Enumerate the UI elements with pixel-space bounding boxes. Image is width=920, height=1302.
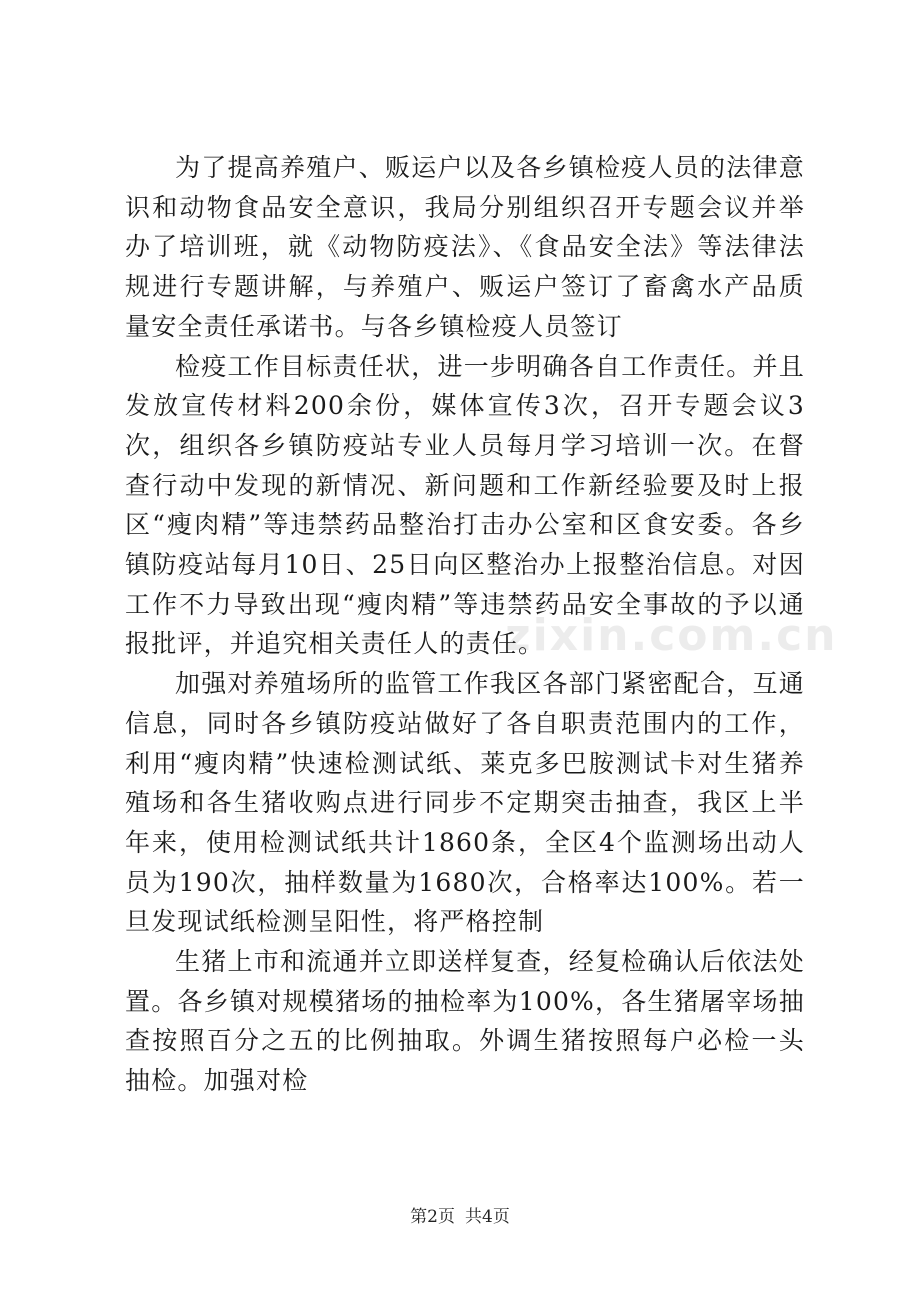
paragraph-1: 为了提高养殖户、贩运户以及各乡镇检疫人员的法律意识和动物食品安全意识，我局分别组织召开专题会议并举办了培训班，就《动物防疫法》、《食品安全法》等法律法规进行专题讲解，与养殖户、贩运户签订了畜禽水产品质量安全责任承诺书。与各乡镇检疫人员签订 [125, 153, 805, 341]
page-total: 共4页 [465, 1207, 510, 1227]
paragraph-3: 加强对养殖场所的监管工作我区各部门紧密配合，互通信息，同时各乡镇防疫站做好了各自职责范围内的工作，利用“瘦肉精”快速检测试纸、莱克多巴胺测试卡对生猪养殖场和各生猪收购点进行同步不定期突击抽查，我区上半年来，使用检测试纸共计1860条，全区4个监测场出动人员为190次，抽样数量为1680次，合格率达100%。若一旦发现试纸检测呈阳性，将严格控制 [125, 669, 805, 937]
page-number: 第2页 [410, 1207, 455, 1227]
page-footer [0, 1202, 920, 1227]
paragraph-4: 生猪上市和流通并立即送样复查，经复检确认后依法处置。各乡镇对规模猪场的抽检率为100%，各生猪屠宰场抽查按照百分之五的比例抽取。外调生猪按照每户必检一头抽检。加强对检 [125, 947, 805, 1096]
paragraph-2: 检疫工作目标责任状，进一步明确各自工作责任。并且发放宣传材料200余份，媒体宣传3次，召开专题会议3次，组织各乡镇防疫站专业人员每月学习培训一次。在督查行动中发现的新情况、新问题和工作新经验要及时上报区“瘦肉精”等违禁药品整治打击办公室和区食安委。各乡镇防疫站每月10日、25日向区整治办上报整治信息。对因工作不力导致出现“瘦肉精”等违禁药品安全事故的予以通报批评，并追究相关责任人的责任。 [125, 351, 805, 659]
watermark: zixin.com.cn [505, 610, 838, 661]
